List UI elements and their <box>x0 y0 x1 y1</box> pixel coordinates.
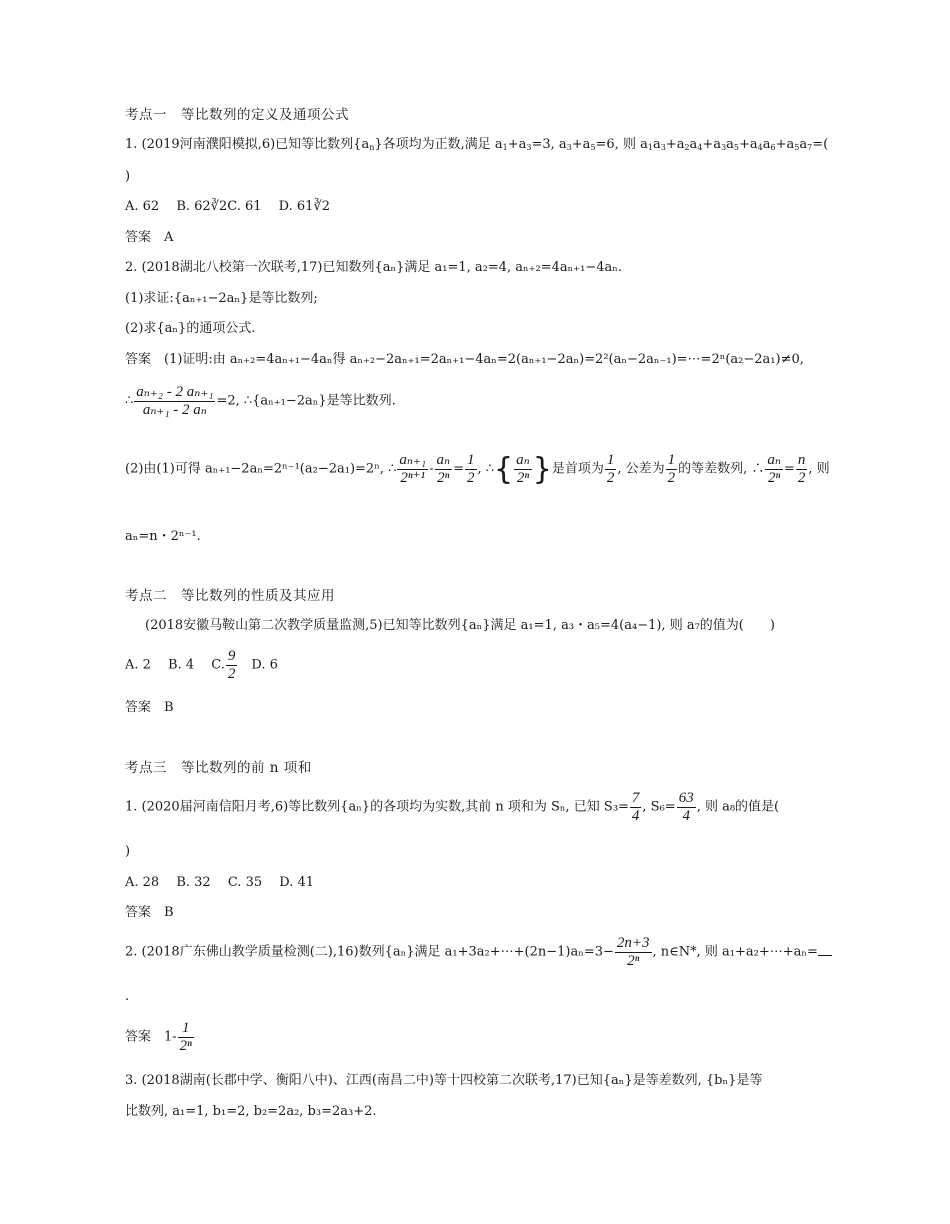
s1-q1-answer: 答案 A <box>125 230 174 245</box>
s3-q3-line1: 3. (2018湖南(长郡中学、衡阳八中)、江西(南昌二中)等十四校第二次联考,17)已知{aₙ}是等差数列, {bₙ}是等 <box>125 1073 763 1088</box>
s1-q2-part2-solution: (2)由(1)可得 aₙ₊₁−2aₙ=2ⁿ⁻¹(a₂−2a₁)=2ⁿ, ∴ $\frac{\text{aₙ₊₁}}{\text{2ⁿ⁺¹}}$ - $\frac{\text{aₙ}}{\text{2ⁿ}}$ = $\frac{1}{2}$ , ∴{ $\frac{\text{aₙ}}{\text{2ⁿ}}$ }是首项为 $\frac{1}{2}$ , 公差为 $\frac{1}{2}$ 的等差数列, ∴ $\frac{\text{aₙ}}{\text{2ⁿ}}$ = $\frac{n}{2}$ , 则 <box>125 451 830 487</box>
s1-q2-therefore1: ∴ $\frac{\text{aₙ₊₂ - 2 aₙ₊₁}}{\text{aₙ₊₁ - 2 aₙ}}$ =2, ∴{aₙ₊₁−2aₙ}是等比数列. <box>125 384 396 418</box>
s1-q1-stem: 1. (2019河南濮阳模拟,6)已知等比数列$\{a_n\}$各项均为正数,满足 $a_1+a_3=3$, $a_3+a_5=6$, 则 $a_1a_3+a_2a_4+a_3a_5+a_4a_6+a_5a_7=$( <box>125 137 829 152</box>
s1-q2-part2: (2)求{aₙ}的通项公式. <box>125 321 256 336</box>
s1-q1-options: A. 62 B. 62∛2C. 61 D. 61∛2 <box>125 199 330 214</box>
s3-q2-dot: . <box>125 989 130 1004</box>
s3-q1-answer: 答案 B <box>125 905 174 920</box>
s1-q1-close: ) <box>125 169 131 184</box>
section1-heading: 考点一 等比数列的定义及通项公式 <box>125 107 349 123</box>
s3-q2-stem: 2. (2018广东佛山教学质量检测(二),16)数列{aₙ}满足 a₁+3a₂+⋯+(2n−1)aₙ=3− $\frac{2n+3}{\text{2ⁿ}}$ , n∈N*, 则 a₁+a₂+⋯+aₙ= <box>125 935 832 970</box>
fraction-1: $\frac{\text{aₙ₊₂ - 2 aₙ₊₁}}{\text{aₙ₊₁ - 2 aₙ}}$ <box>136 384 214 418</box>
s3-q3-line2: 比数列, a₁=1, b₁=2, b₂=2a₂, b₃=2a₃+2. <box>125 1104 377 1119</box>
s2-stem: (2018安徽马鞍山第二次教学质量监测,5)已知等比数列{aₙ}满足 a₁=1, a₃・a₅=4(a₄−1), 则 a₇的值为( ) <box>145 618 775 633</box>
s1-q2-stem: 2. (2018湖北八校第一次联考,17)已知数列{aₙ}满足 a₁=1, a₂=4, aₙ₊₂=4aₙ₊₁−4aₙ. <box>125 260 622 275</box>
answer-blank <box>818 943 832 956</box>
s1-q2-result: aₙ=n・2ⁿ⁻¹. <box>125 529 201 544</box>
s3-q1-stem: 1. (2020届河南信阳月考,6)等比数列{aₙ}的各项均为实数,其前 n 项和为 Sₙ, 已知 S₃= $\frac{7}{4}$ , S₆= $\frac{63}{4}$ , 则 a₈的值是( <box>125 790 780 824</box>
section2-heading: 考点二 等比数列的性质及其应用 <box>125 588 335 604</box>
s3-q1-close: ) <box>125 844 131 859</box>
s1-q2-answer1: 答案 (1)证明:由 aₙ₊₂=4aₙ₊₁−4aₙ得 aₙ₊₂−2aₙ₊₁=2aₙ₊₁−4aₙ=2(aₙ₊₁−2aₙ)=2²(aₙ−2aₙ₋₁)=⋯=2ⁿ(a₂−2a₁)≠0, <box>125 352 804 367</box>
s1-q2-part1: (1)求证:{aₙ₊₁−2aₙ}是等比数列; <box>125 291 318 306</box>
s3-q1-options: A. 28 B. 32 C. 35 D. 41 <box>125 875 315 890</box>
section3-heading: 考点三 等比数列的前 n 项和 <box>125 760 312 776</box>
s2-options: A. 2 B. 4 C. $\frac{9}{2}$ D. 6 <box>125 648 278 682</box>
s3-q2-answer: 答案 1- $\frac{1}{\text{2ⁿ}}$ <box>125 1020 192 1054</box>
s2-answer: 答案 B <box>125 700 174 715</box>
